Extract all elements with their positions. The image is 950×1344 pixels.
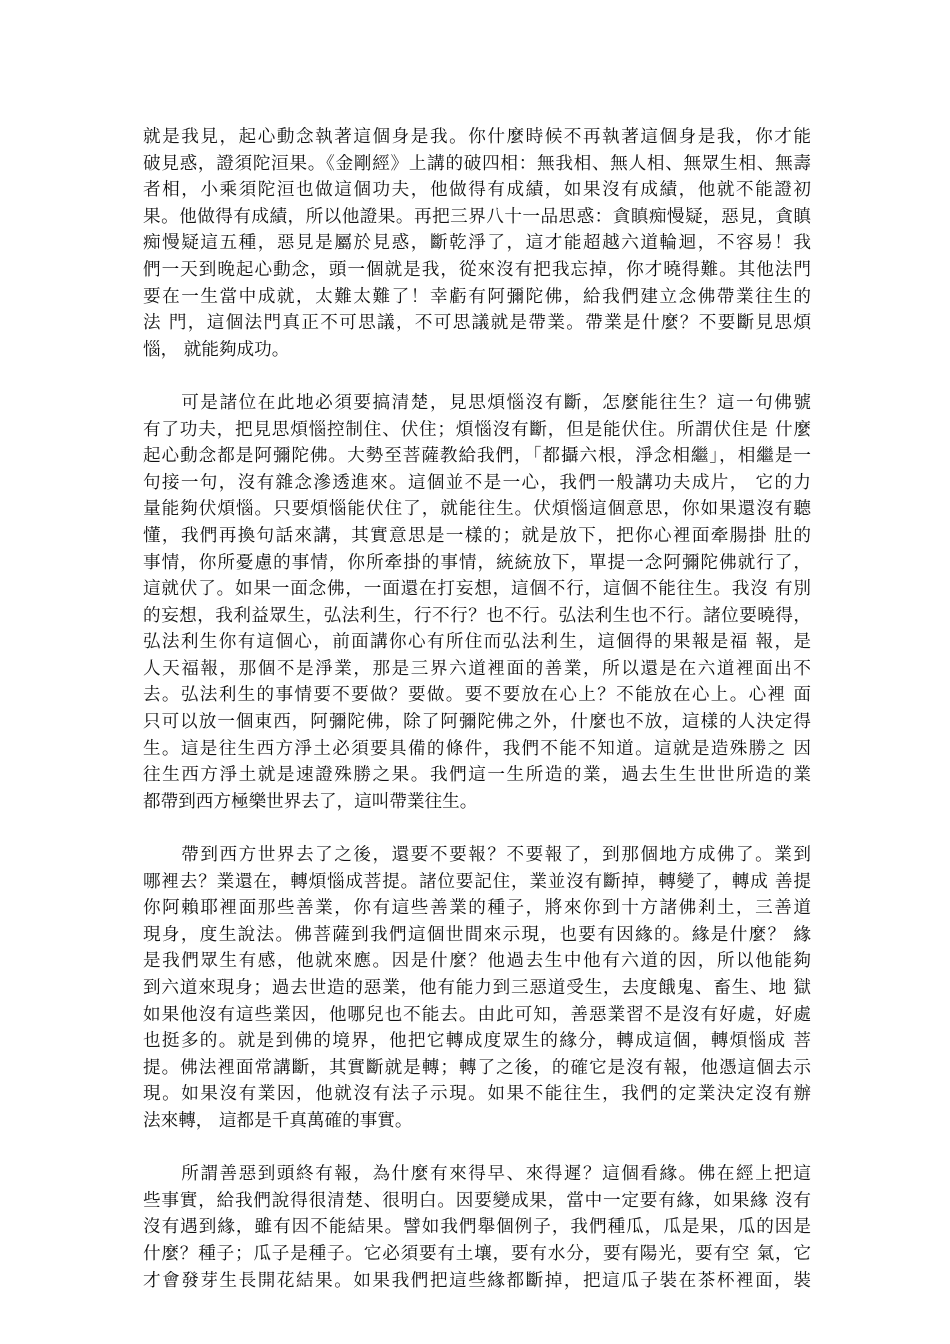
- text-line: 破見惑，證須陀洹果。《金剛經》上講的破四相：無我相、無人相、無眾生相、無壽: [143, 153, 811, 174]
- text-line: 有了功夫，把見思煩惱控制住、伏住；煩惱沒有斷，但是能伏住。所謂伏住是 什麼: [143, 419, 811, 440]
- text-line: 人天福報，那個不是淨業，那是三界六道裡面的善業，所以還是在六道裡面出不: [143, 658, 811, 679]
- text-line: 事情，你所憂慮的事情，你所牽掛的事情，統統放下，單提一念阿彌陀佛就行了，: [143, 552, 811, 573]
- text-line: 往生西方淨土就是速證殊勝之果。我們這一生所造的業，過去生生世世所造的業: [143, 765, 811, 786]
- text-line: 所謂善惡到頭終有報，為什麼有來得早、來得遲？這個看緣。佛在經上把這: [143, 1164, 811, 1185]
- text-line: 要在一生當中成就，太難太難了！幸虧有阿彌陀佛，給我們建立念佛帶業往生的: [143, 286, 811, 307]
- text-line: 都帶到西方極樂世界去了，這叫帶業往生。: [143, 791, 478, 812]
- text-line: 哪裡去？業還在，轉煩惱成菩提。諸位要記住，業並沒有斷掉，轉變了，轉成 善提: [143, 871, 811, 892]
- text-line: 這就伏了。如果一面念佛，一面還在打妄想，這個不行，這個不能往生。我沒 有別: [143, 579, 811, 600]
- text-line: 現。如果沒有業因，他就沒有法子示現。如果不能往生，我們的定業決定沒有辦: [143, 1084, 811, 1105]
- text-line: 去。弘法利生的事情要不要做？要做。要不要放在心上？不能放在心上。心裡 面: [143, 685, 811, 706]
- paragraph-gap: [143, 1135, 811, 1162]
- text-line: 弘法利生你有這個心，前面講你心有所住而弘法利生，這個得的果報是福 報，是: [143, 632, 811, 653]
- paragraph-gap: [143, 363, 811, 390]
- text-line: 只可以放一個東西，阿彌陀佛，除了阿彌陀佛之外，什麼也不放，這樣的人決定得: [143, 712, 811, 733]
- document-page: [143, 124, 811, 1294]
- text-line: 法來轉， 這都是千真萬確的事實。: [143, 1110, 413, 1131]
- text-line: 果。他做得有成績，所以他證果。再把三界八十一品思惑：貪瞋痴慢疑，惡見，貪瞋: [143, 206, 811, 227]
- text-line: 法 門，這個法門真正不可思議，不可思議就是帶業。帶業是什麼？不要斷見思煩: [143, 313, 811, 334]
- text-line: 痴慢疑這五種，惡見是屬於見惑，斷乾淨了，這才能超越六道輪迴，不容易！我: [143, 233, 811, 254]
- text-line: 什麼？種子；瓜子是種子。它必須要有土壤，要有水分，要有陽光，要有空 氣，它: [143, 1243, 811, 1264]
- text-line: 些事實，給我們說得很清楚、很明白。因要變成果，當中一定要有緣，如果緣 沒有: [143, 1190, 811, 1211]
- text-line: 到六道來現身；過去世造的惡業，他有能力到三惡道受生，去度餓鬼、畜生、地 獄: [143, 978, 811, 998]
- text-line: 也挺多的。就是到佛的境界，他把它轉成度眾生的緣分，轉成這個，轉煩惱成 菩: [143, 1031, 811, 1052]
- text-line: 者相，小乘須陀洹也做這個功夫，他做得有成績，如果沒有成績，他就不能證初: [143, 180, 811, 201]
- text-line: 句接一句，沒有雜念滲透進來。這個並不是一心，我們一般講功夫成片， 它的力: [143, 472, 811, 493]
- text-line: 起心動念都是阿彌陀佛。大勢至菩薩教給我們，「都攝六根，淨念相繼」，相繼是一: [143, 446, 811, 467]
- text-line: 沒有遇到緣，雖有因不能結果。譬如我們舉個例子，我們種瓜，瓜是果，瓜的因是: [143, 1217, 811, 1238]
- paragraph-4: [143, 1161, 811, 1294]
- text-line: 就是我見，起心動念執著這個身是我。你什麼時候不再執著這個身是我，你才能: [143, 127, 811, 147]
- paragraph-2: [143, 390, 811, 816]
- paragraph-3: [143, 842, 811, 1135]
- text-line: 生。這是往生西方淨土必須要具備的條件，我們不能不知道。這就是造殊勝之 因: [143, 738, 811, 759]
- text-line: 現身，度生說法。佛菩薩到我們這個世間來示現，也要有因緣的。緣是什麼？ 緣: [143, 924, 811, 945]
- text-line: 們一天到晚起心動念，頭一個就是我，從來沒有把我忘掉，你才曉得難。其他法門: [143, 259, 811, 280]
- text-line: 是我們眾生有感，他就來應。因是什麼？他過去生中他有六道的因，所以他能夠: [143, 951, 811, 972]
- paragraph-1: [143, 124, 811, 363]
- text-line: 提。佛法裡面常講斷，其實斷就是轉；轉了之後，的確它是沒有報，他憑這個去示: [143, 1057, 811, 1078]
- text-line: 懂，我們再換句話來講，其實意思是一樣的；就是放下，把你心裡面牽腸掛 肚的: [143, 525, 811, 546]
- text-line: 你阿賴耶裡面那些善業，你有這些善業的種子，將來你到十方諸佛剎土，三善道: [143, 898, 811, 919]
- text-line: 如果他沒有這些業因，他哪兒也不能去。由此可知，善惡業習不是沒有好處，好處: [143, 1004, 811, 1025]
- text-line: 惱， 就能夠成功。: [143, 339, 290, 360]
- text-line: 的妄想，我利益眾生，弘法利生，行不行？也不行。弘法利生也不行。諸位要曉得，: [143, 605, 811, 626]
- text-line: 帶到西方世界去了之後，還要不要報？不要報了，到那個地方成佛了。業到: [143, 845, 811, 866]
- text-line: 可是諸位在此地必須要搞清楚，見思煩惱沒有斷，怎麼能往生？這一句佛號: [143, 392, 811, 413]
- text-line: 量能夠伏煩惱。只要煩惱能伏住了，就能往生。伏煩惱這個意思，你如果還沒有聽: [143, 499, 811, 520]
- text-line: 才會發芽生長開花結果。如果我們把這些緣都斷掉，把這瓜子裝在茶杯裡面，裝: [143, 1270, 811, 1291]
- paragraph-gap: [143, 815, 811, 842]
